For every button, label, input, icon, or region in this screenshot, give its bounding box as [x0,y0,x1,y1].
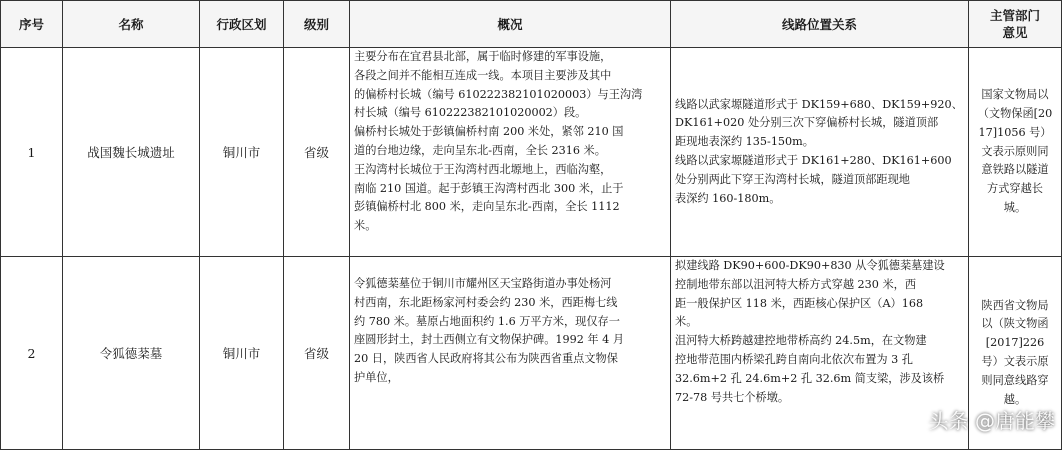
authority-line: 则同意线路穿 [981,373,1049,387]
route-line: 32.6m+2 孔 24.6m+2 孔 32.6m 简支梁，涉及该桥 [675,371,945,385]
overview-line: 村西南，东北距杨家河村委会约 230 米，西距梅七线 [354,295,618,309]
header-index: 序号 [1,1,63,48]
cell-route [671,48,969,257]
route-line: 控地带范围内桥梁孔跨自南向北依次布置为 3 孔 [675,352,913,366]
authority-line: 方式穿越长 [987,182,1043,196]
route-line: 控制地带东部以沮河特大桥方式穿越 230 米，西 [675,277,917,291]
authority-line: 陕西省文物局 [981,298,1049,312]
cell-overview [350,48,671,257]
route-line: 线路以武家塬隧道形式于 DK159+680、DK159+920、 [675,97,963,111]
overview-line: 各段之间并不能相互连成一线。本项目主要涉及其中 [354,68,612,82]
route-line: 沮河特大桥跨越建控地带桥高约 24.5m，在文物建 [675,334,927,348]
header-district: 行政区划 [200,1,284,48]
overview-line: 道的台地边缘，走向呈东北-西南，全长 2316 米。 [354,143,606,157]
overview-line: 的偏桥村长城（编号 610222382101020003）与王沟湾 [354,87,643,101]
route-line: 处分别两此下穿王沟湾村长城，隧道顶部距现地 [675,172,910,186]
route-line: 距一般保护区 118 米，西距核心保护区（A）168 [675,296,924,310]
overview-line: 20 日，陕西省人民政府将其公布为陕西省重点文物保 [354,352,618,366]
overview-line: 米。 [354,219,377,233]
header-route: 线路位置关系 [671,1,969,48]
header-level: 级别 [284,1,350,48]
overview-line: 主要分布在宜君县北部，属于临时修建的军事设施， [354,50,612,63]
cell-level: 省级 [284,257,350,450]
authority-line: 国家文物局以 [981,88,1049,102]
route-line: 72-78 号共七个桥墩。 [675,390,790,404]
authority-line: 以（陕文物函 [981,317,1049,331]
route-line: DK161+020 处分别三次下穿偏桥村长城，隧道顶部 [675,116,939,130]
overview-line: 令狐德棻墓位于铜川市耀州区天宝路街道办事处杨河 [354,277,612,290]
header-name: 名称 [63,1,200,48]
cell-authority [969,48,1062,257]
header-authority-line: 主管部门 [989,8,1040,23]
cell-name: 战国魏长城遗址 [63,48,200,257]
header-authority-line: 意见 [1002,25,1028,40]
authority-line: [2017]226 [985,336,1045,350]
header-row [1,1,1062,48]
authority-line: 文表示原则同 [981,144,1049,158]
cell-index: 1 [1,48,63,257]
overview-line: 约 780 米。墓原占地面积约 1.6 万平方米，现仅存一 [354,314,620,328]
route-line: 线路以武家塬隧道形式于 DK161+280、DK161+600 [675,154,952,167]
table-row [1,48,1062,257]
watermark: 头条 @唐能攀 [928,409,1055,433]
authority-line: 号）文表示原 [981,355,1049,368]
overview-line: 座圆形封土，封土西侧立有文物保护碑。1992 年 4 月 [354,333,625,347]
overview-line: 护单位， [354,370,399,384]
overview-line: 彭镇偏桥村北 800 米，走向呈东北-西南，全长 1112 [354,200,620,214]
authority-line: 17]1056 号） [978,125,1052,139]
route-line: 米。 [675,315,698,329]
cell-route [671,257,969,450]
authority-line: 意铁路以隧道 [981,163,1049,177]
cell-name: 令狐德棻墓 [63,257,200,450]
table-row [1,257,1062,450]
cell-district: 铜川市 [200,48,284,257]
overview-line: 村长城（编号 610222382101020002）段。 [354,106,587,120]
header-overview: 概况 [350,1,671,48]
route-line: 表深约 160-180m。 [675,191,781,205]
overview-line: 南临 210 国道。起于彭镇王沟湾村西北 300 米，止于 [354,181,624,195]
cell-index: 2 [1,257,63,450]
authority-line: 城。 [1003,200,1027,214]
route-line: 距现地表深约 135-150m。 [675,135,814,149]
header-authority [969,1,1062,48]
overview-line: 王沟湾村长城位于王沟湾村西北塬地上，西临沟壑， [354,162,612,176]
cell-district: 铜川市 [200,257,284,450]
overview-line: 偏桥村长城处于彭镇偏桥村南 200 米处，紧邻 210 国 [354,125,624,139]
authority-line: （文物保函[20 [977,107,1053,120]
cell-level: 省级 [284,48,350,257]
authority-line: 越。 [1003,392,1027,406]
cell-overview [350,257,671,450]
route-line: 拟建线路 DK90+600-DK90+830 从令狐德棻墓建设 [675,259,945,272]
